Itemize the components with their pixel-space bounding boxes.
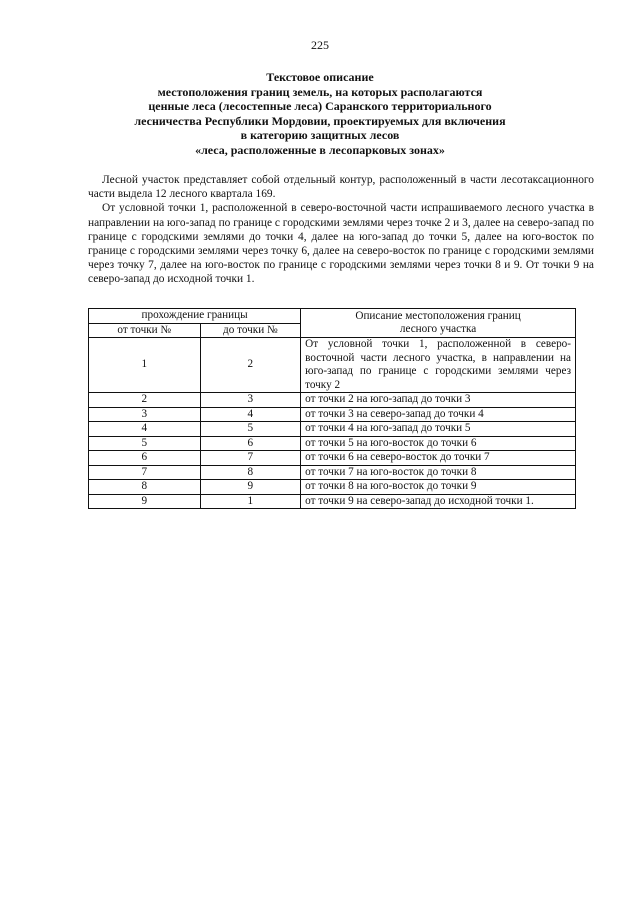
cell-to: 8 [200, 465, 301, 480]
cell-to: 6 [200, 436, 301, 451]
cell-description: от точки 5 на юго-восток до точки 6 [301, 436, 576, 451]
cell-description: от точки 2 на юго-запад до точки 3 [301, 393, 576, 408]
cell-from: 3 [89, 407, 201, 422]
table-row [89, 494, 576, 509]
table-row [89, 422, 576, 437]
cell-from: 5 [89, 436, 201, 451]
cell-description: от точки 6 на северо-восток до точки 7 [301, 451, 576, 466]
cell-from: 6 [89, 451, 201, 466]
title-line-6: «леса, расположенные в лесопарковых зонах» [195, 142, 445, 157]
body-text [88, 173, 594, 287]
table-row [89, 480, 576, 495]
header-description [301, 309, 576, 338]
title-line-4: лесничества Республики Мордовии, проектируемых для включения [134, 113, 506, 128]
table-header-row [89, 309, 576, 324]
page-number: 225 [311, 38, 329, 52]
paragraph-boundary-route: От условной точки 1, расположенной в северо-восточной части испрашиваемого лесного участка в направлении на юго-запад по границе с городскими землями через точке 2 и 3, далее на северо-запад по границе с городскими землями до точки 4, далее на юго-запад до точки 5, далее на юго-восток по границе с городскими землями через точку 6, далее на северо-восток по границе с городскими землями через точку 7, далее на юго-восток по границе с городскими землями через точки 8 и 9. От точки 9 на северо-запад до исходной точки 1. [88, 202, 594, 286]
title-line-5: в категорию защитных лесов [240, 128, 400, 142]
header-description-line-2: лесного участка [399, 323, 477, 335]
cell-to: 2 [200, 338, 301, 393]
table-row [89, 393, 576, 408]
cell-from: 7 [89, 465, 201, 480]
cell-to: 3 [200, 393, 301, 408]
cell-to: 4 [200, 407, 301, 422]
boundary-table [88, 308, 576, 509]
cell-description: от точки 4 на юго-запад до точки 5 [301, 422, 576, 437]
cell-to: 9 [200, 480, 301, 495]
table-row [89, 407, 576, 422]
table-row [89, 338, 576, 393]
table-row [89, 465, 576, 480]
header-passage: прохождение границы [89, 309, 301, 324]
cell-description: от точки 9 на северо-запад до исходной точки 1. [301, 494, 576, 509]
cell-from: 1 [89, 338, 201, 393]
cell-description: от точки 3 на северо-запад до точки 4 [301, 407, 576, 422]
title-line-2: местоположения границ земель, на которых располагаются [157, 84, 483, 99]
cell-from: 9 [89, 494, 201, 509]
title-line-1: Текстовое описание [266, 70, 374, 84]
header-description-line-1: Описание местоположения границ [355, 309, 521, 322]
table-row [89, 436, 576, 451]
cell-from: 8 [89, 480, 201, 495]
cell-to: 7 [200, 451, 301, 466]
cell-from: 4 [89, 422, 201, 437]
cell-from: 2 [89, 393, 201, 408]
header-to-point: до точки № [200, 323, 301, 338]
document-title [80, 70, 560, 157]
cell-description: от точки 7 на юго-восток до точки 8 [301, 465, 576, 480]
paragraph-plot-description: Лесной участок представляет собой отдельный контур, расположенный в части лесотаксационного части выдела 12 лесного квартала 169. [88, 174, 594, 201]
cell-to: 1 [200, 494, 301, 509]
cell-description: от точки 8 на юго-восток до точки 9 [301, 480, 576, 495]
cell-description: От условной точки 1, расположенной в северо-восточной части лесного участка, в направлении на юго-запад по границе с городскими землями через точку 2 [301, 338, 576, 393]
title-line-3: ценные леса (лесостепные леса) Саранского территориального [148, 99, 492, 113]
cell-to: 5 [200, 422, 301, 437]
header-from-point: от точки № [89, 323, 201, 338]
table-row [89, 451, 576, 466]
